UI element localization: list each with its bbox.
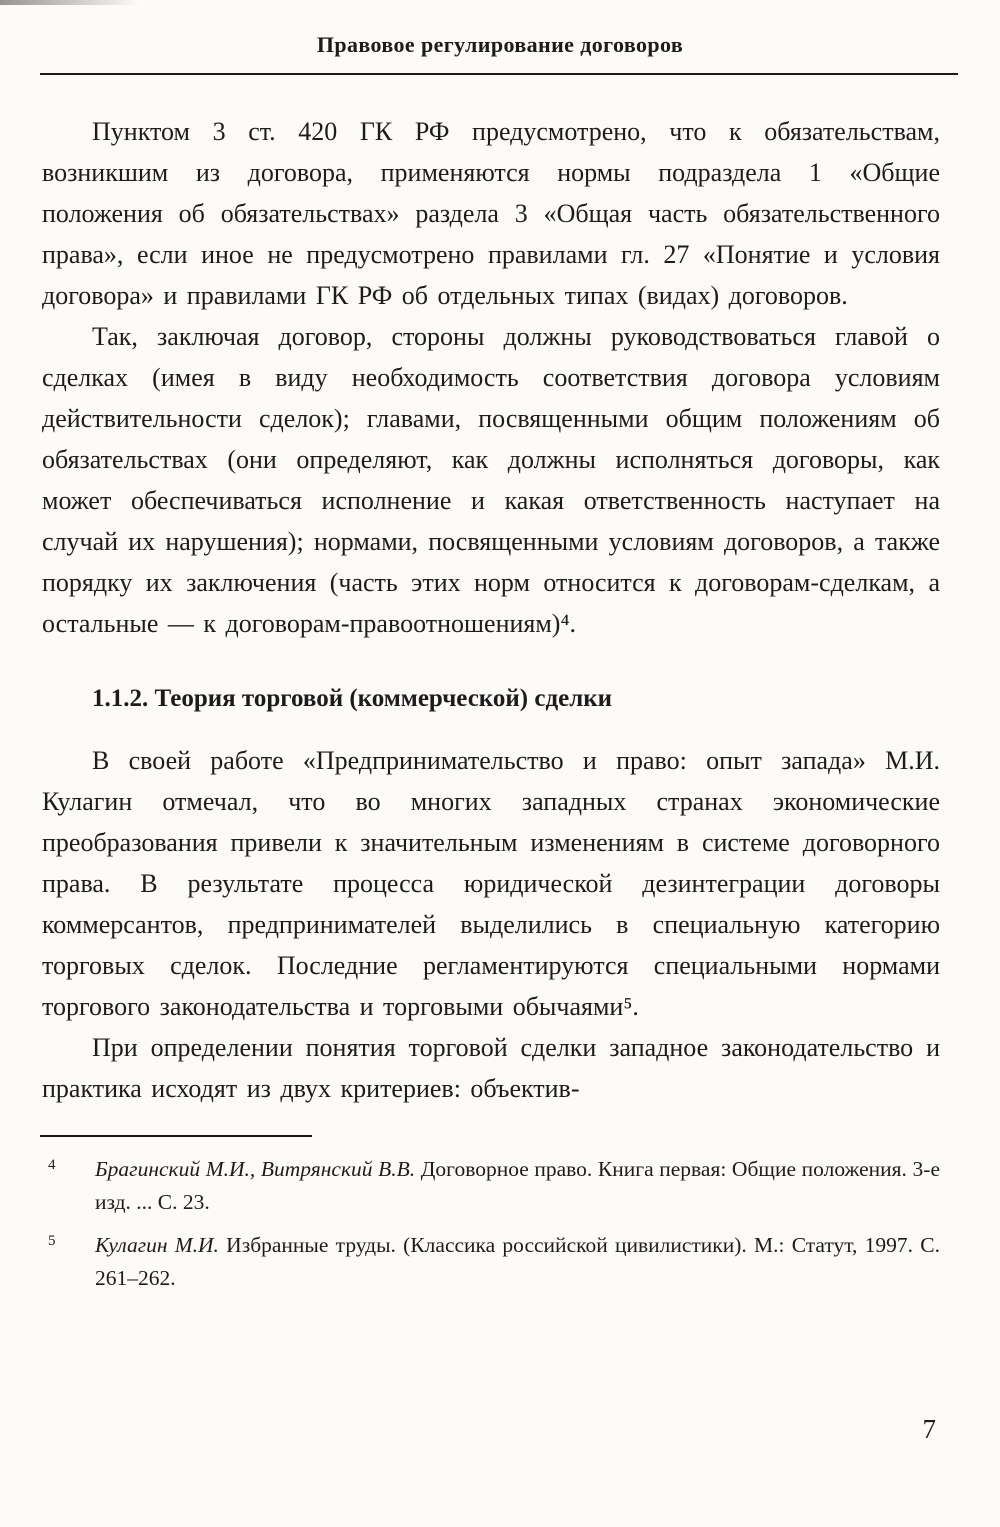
footnote-marker: 4 [48, 1157, 56, 1173]
footnote-rule [40, 1135, 312, 1137]
paragraph: При определении понятия торговой сделки западное законодательство и практика исходят из двух критериев: объектив- [42, 1033, 940, 1103]
footnote-text: Договорное право. Книга первая: Общие положения. 3-е изд. ... С. 23. [95, 1157, 940, 1214]
footnotes-section [0, 1135, 1000, 1295]
footnote [40, 1229, 940, 1295]
paragraph: Так, заключая договор, стороны должны руководствоваться главой о сделках (имея в виду необходимость соответствия договора условиям действительности сделок); главами, посвященными общим положениям об обязательствах (они определяют, как должны исполняться договоры, как может обеспечиваться исполнение и какая ответственность наступает на случай их нарушения); нормами, посвященными условиям договоров, а также порядку их заключения (часть этих норм относится к договорам-сделкам, а остальные — к договорам-правоотношениям)⁴. [42, 322, 940, 638]
footnote [40, 1153, 940, 1219]
paragraph: В своей работе «Предпринимательство и право: опыт запада» М.И. Кулагин отмечал, что во многих западных странах экономические преобразования привели к значительным изменениям в системе договорного права. В результате процесса юридической дезинтеграции договоры коммерсантов, предпринимателей выделились в специальную категорию торговых сделок. Последние регламентируются специальными нормами торгового законодательства и торговыми обычаями⁵. [42, 746, 940, 1021]
footnote-author: Кулагин М.И. [95, 1233, 219, 1257]
page-header [0, 0, 1000, 75]
footnote-text: Избранные труды. (Классика российской цивилистики). М.: Статут, 1997. С. 261–262. [95, 1233, 940, 1290]
section-heading: 1.1.2. Теория торговой (коммерческой) сделки [92, 685, 613, 712]
running-head: Правовое регулирование договоров [316, 32, 684, 57]
paragraph: Пунктом 3 ст. 420 ГК РФ предусмотрено, что к обязательствам, возникшим из договора, применяются нормы подраздела 1 «Общие положения об обязательствах» раздела 3 «Общая часть обязательственного права», если иное не предусмотрено правилами гл. 27 «Понятие и условия договора» и правилами ГК РФ об отдельных типах (видах) договоров. [42, 117, 940, 310]
footnote-marker: 5 [48, 1233, 56, 1249]
footnote-author: Брагинский М.И., Витрянский В.В. [95, 1157, 416, 1181]
page-body [0, 75, 1000, 1109]
page-number: 7 [922, 1414, 936, 1444]
